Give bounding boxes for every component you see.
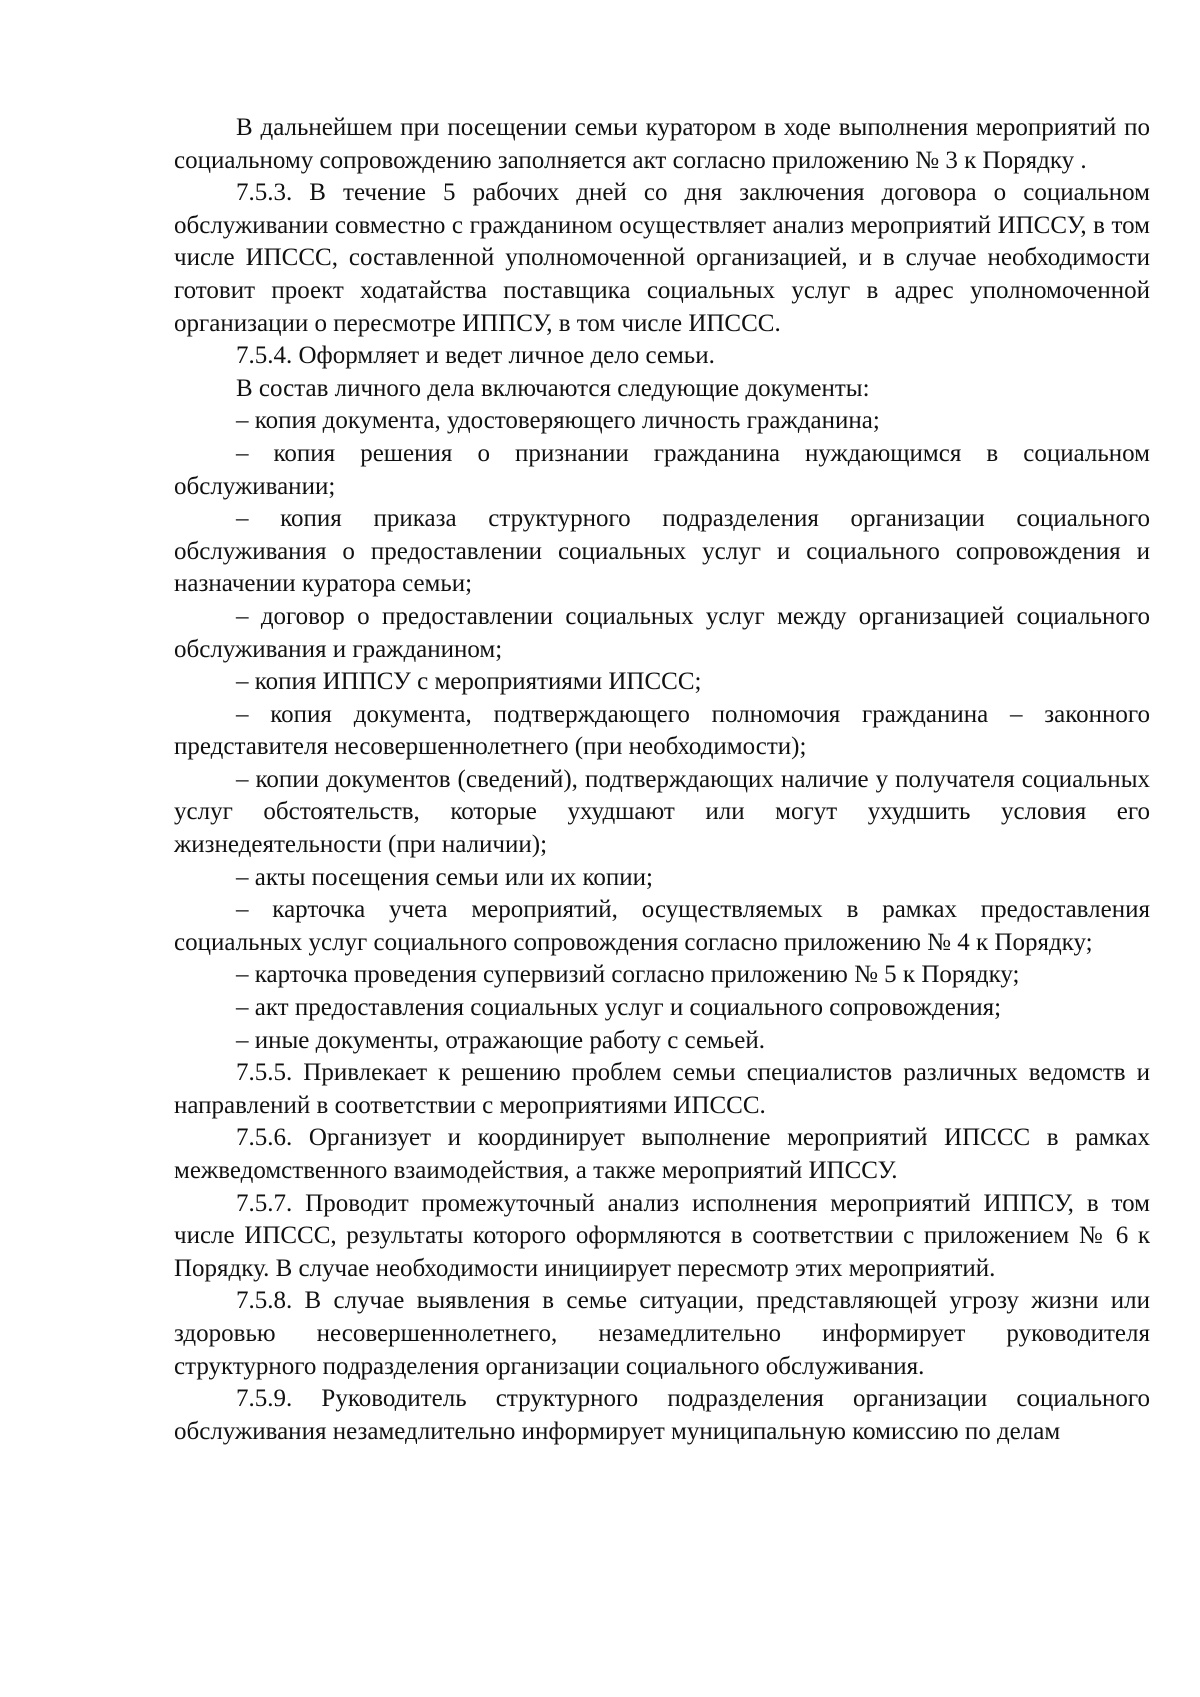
paragraph-7-5-8: 7.5.8. В случае выявления в семье ситуации, представляющей угрозу жизни или здоровью несовершеннолетнего, незамедлительно информирует руководителя структурного подразделения организации социального обслуживания. (174, 1287, 1150, 1380)
list-item: – копия приказа структурного подразделения организации социального обслуживания о предоставлении социальных услуг и социального сопровождения и назначении куратора семьи; (174, 505, 1150, 598)
list-item: – карточка учета мероприятий, осуществляемых в рамках предоставления социальных услуг социального сопровождения согласно приложению № 4 к Порядку; (174, 896, 1150, 956)
list-item: – копия решения о признании гражданина нуждающимся в социальном обслуживании; (174, 439, 1150, 500)
list-item: – копия документа, удостоверяющего личность гражданина; (236, 407, 880, 435)
paragraph-7-5-4: 7.5.4. Оформляет и ведет личное дело семьи. (236, 342, 715, 370)
paragraph-7-5-5: 7.5.5. Привлекает к решению проблем семьи специалистов различных ведомств и направлений в соответствии с мероприятиями ИПССС. (174, 1059, 1150, 1119)
paragraph-7-5-3: 7.5.3. В течение 5 рабочих дней со дня заключения договора о социальном обслуживании совместно с гражданином осуществляет анализ мероприятий ИПССУ, в том числе ИПССС, составленной уполномоченной организацией, и в случае необходимости готовит проект ходатайства поставщика социальных услуг в адрес уполномоченной организации о пересмотре ИППСУ, в том числе ИПССС. (174, 179, 1150, 337)
list-item: – акты посещения семьи или их копии; (236, 863, 653, 891)
paragraph-file-contents-intro: В состав личного дела включаются следующие документы: (236, 374, 870, 402)
list-item: – копия ИППСУ с мероприятиями ИПССС; (236, 668, 702, 696)
list-item: – карточка проведения супервизий согласно приложению № 5 к Порядку; (236, 961, 1020, 989)
paragraph-7-5-7: 7.5.7. Проводит промежуточный анализ исполнения мероприятий ИППСУ, в том числе ИПССС, результаты которого оформляются в соответствии с приложением № 6 к Порядку. В случае необходимости инициирует пересмотр этих мероприятий. (174, 1189, 1150, 1282)
document-page (174, 112, 1150, 1448)
list-item: – акт предоставления социальных услуг и социального сопровождения; (236, 994, 1002, 1022)
paragraph-7-5-9: 7.5.9. Руководитель структурного подразделения организации социального обслуживания незамедлительно информирует муниципальную комиссию по делам (174, 1385, 1150, 1445)
list-item: – договор о предоставлении социальных услуг между организацией социального обслуживания и гражданином; (174, 602, 1150, 663)
list-item: – иные документы, отражающие работу с семьей. (236, 1026, 765, 1054)
list-item: – копии документов (сведений), подтверждающих наличие у получателя социальных услуг обстоятельств, которые ухудшают или могут ухудшить условия его жизнедеятельности (при наличии); (174, 765, 1150, 859)
paragraph-visit-act: В дальнейшем при посещении семьи куратором в ходе выполнения мероприятий по социальному сопровождению заполняется акт согласно приложению № 3 к Порядку . (174, 114, 1150, 174)
paragraph-7-5-6: 7.5.6. Организует и координирует выполнение мероприятий ИПССС в рамках межведомственного взаимодействия, а также мероприятий ИПССУ. (174, 1124, 1150, 1184)
list-item: – копия документа, подтверждающего полномочия гражданина – законного представителя несовершеннолетнего (при необходимости); (174, 700, 1150, 761)
